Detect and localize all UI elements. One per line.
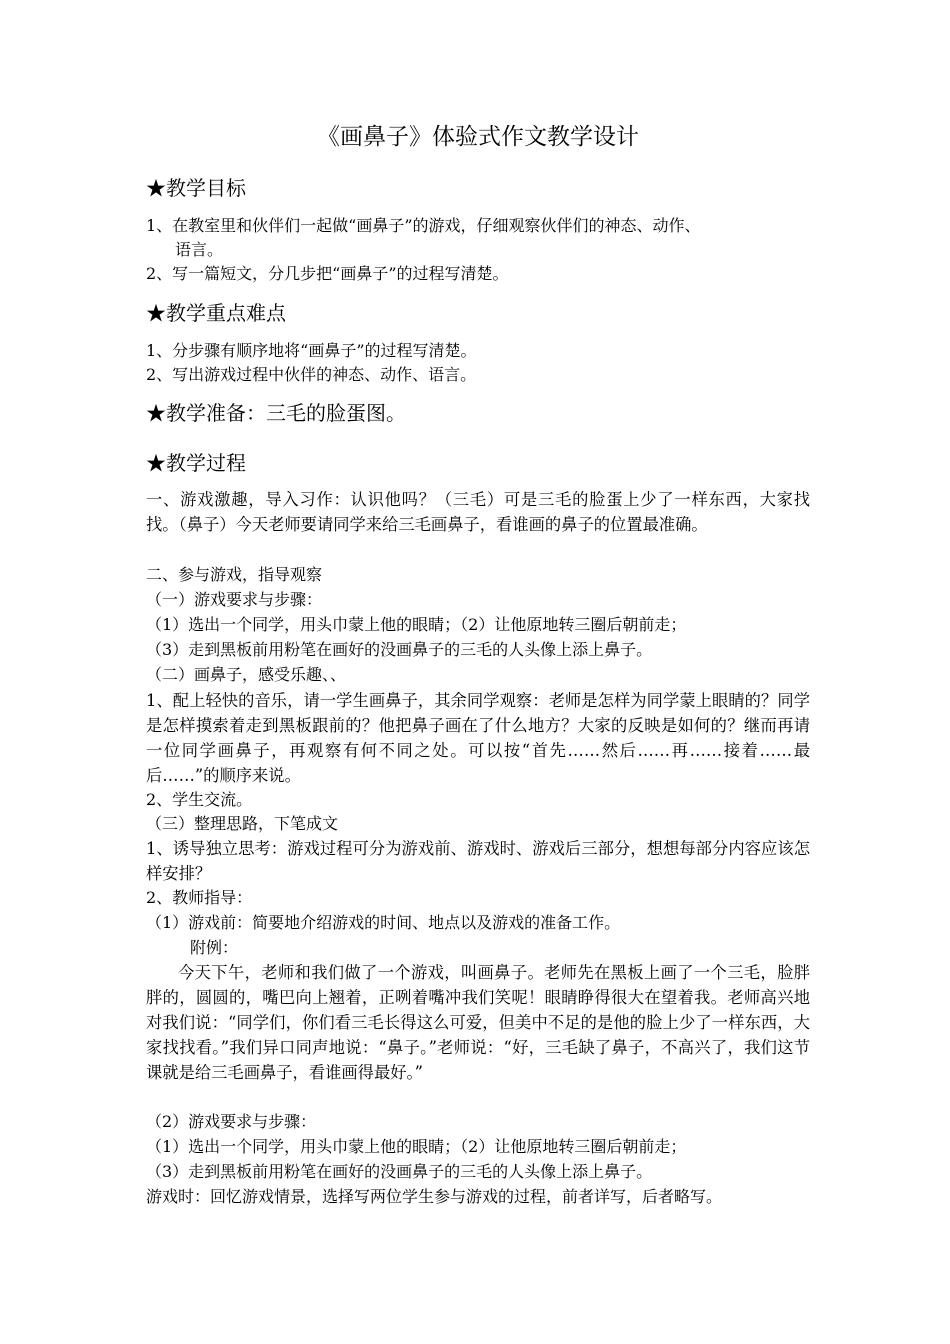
rules-step-3: （3）走到黑板前用粉笔在画好的没画鼻子的三毛的人头像上添上鼻子。 bbox=[146, 1162, 653, 1181]
sec3-heading: （三）整理思路，下笔成文 bbox=[146, 814, 339, 833]
sec1-heading: （一）游戏要求与步骤： bbox=[146, 590, 323, 609]
goals-heading: ★教学目标 bbox=[146, 176, 246, 200]
part2-heading: 二、参与游戏，指导观察 bbox=[146, 565, 323, 584]
goal-item-1: 1、在教室里和伙伴们一起做“画鼻子”的游戏，仔细观察伙伴们的神态、动作、 bbox=[146, 216, 701, 235]
key-points-heading: ★教学重点难点 bbox=[146, 301, 286, 325]
document-title: 《画鼻子》体验式作文教学设计 bbox=[317, 124, 639, 150]
sec1-step-1-2: （1）选出一个同学，用头巾蒙上他的眼睛；（2）让他原地转三圈后朝前走； bbox=[146, 615, 687, 634]
sec2-item-2: 2、学生交流。 bbox=[146, 790, 253, 809]
goal-item-1-cont: 语言。 bbox=[175, 240, 224, 259]
rules-step-1-2: （1）选出一个同学，用头巾蒙上他的眼睛；（2）让他原地转三圈后朝前走； bbox=[146, 1137, 687, 1156]
goal-item-2: 2、写一篇短文，分几步把“画鼻子”的过程写清楚。 bbox=[146, 264, 509, 283]
example-label: 附例： bbox=[190, 938, 239, 957]
prep-heading: ★教学准备：三毛的脸蛋图。 bbox=[146, 401, 406, 425]
sec2-item-1: 1、配上轻快的音乐，请一学生画鼻子，其余同学观察：老师是怎样为同学蒙上眼睛的？同学是怎样摸索着走到黑板跟前的？他把鼻子画在了什么地方？大家的反映是如何的？继而再请一位同学画鼻子，再观察有何不同之处。可以按“首先……然后……再……接着……最后……”的顺序来说。 bbox=[146, 691, 810, 785]
before-game: （1）游戏前：简要地介绍游戏的时间、地点以及游戏的准备工作。 bbox=[146, 913, 621, 932]
key-point-item-2: 2、写出游戏过程中伙伴的神态、动作、语言。 bbox=[146, 365, 477, 384]
sec2-heading: （二）画鼻子，感受乐趣、、 bbox=[146, 665, 347, 684]
process-intro: 一、游戏激趣，导入习作：认识他吗？（三毛）可是三毛的脸蛋上少了一样东西，大家找找。（鼻子）今天老师要请同学来给三毛画鼻子，看谁画的鼻子的位置最准确。 bbox=[146, 490, 810, 534]
example-text: 今天下午，老师和我们做了一个游戏，叫画鼻子。老师先在黑板上画了一个三毛，脸胖胖的，圆圆的，嘴巴向上翘着，正咧着嘴冲我们笑呢！眼睛睁得很大在望着我。老师高兴地对我们说：“同学们，你们看三毛长得这么可爱，但美中不足的是他的脸上少了一样东西，大家找找看。”我们异口同声地说：“鼻子。”老师说：“好，三毛缺了鼻子，不高兴了，我们这节课就是给三毛画鼻子，看谁画得最好。” bbox=[146, 963, 810, 1082]
sec3-item-2: 2、教师指导： bbox=[146, 888, 253, 907]
rules-heading: （2）游戏要求与步骤： bbox=[146, 1112, 317, 1131]
during-game: 游戏时：回忆游戏情景，选择写两位学生参与游戏的过程，前者详写，后者略写。 bbox=[146, 1187, 723, 1206]
sec1-step-3: （3）走到黑板前用粉笔在画好的没画鼻子的三毛的人头像上添上鼻子。 bbox=[146, 640, 653, 659]
sec3-item-1: 1、诱导独立思考：游戏过程可分为游戏前、游戏时、游戏后三部分，想想每部分内容应该怎样安排？ bbox=[146, 839, 810, 883]
key-point-item-1: 1、分步骤有顺序地将“画鼻子”的过程写清楚。 bbox=[146, 341, 477, 360]
process-heading: ★教学过程 bbox=[146, 451, 246, 475]
